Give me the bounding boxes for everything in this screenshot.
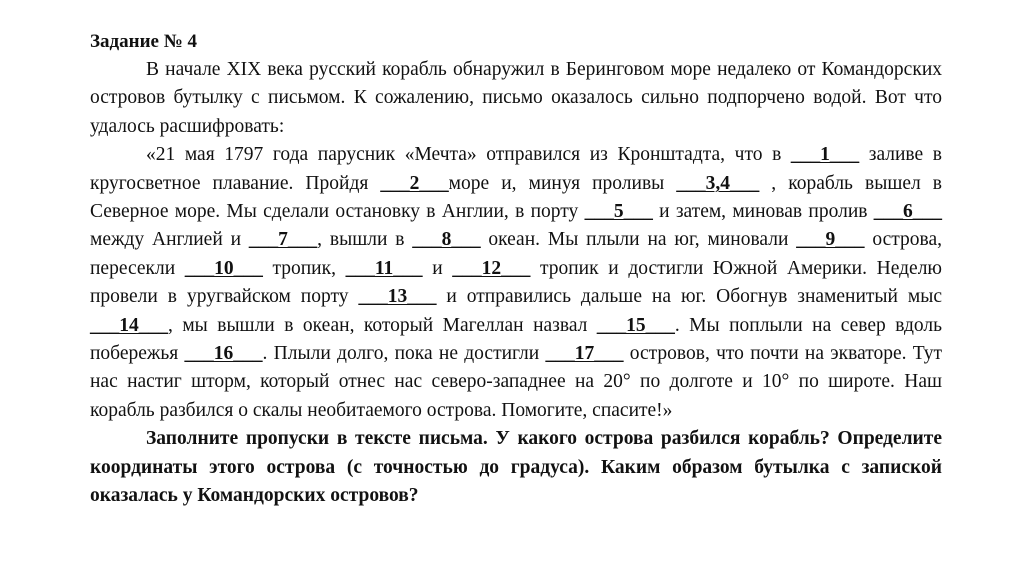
intro-paragraph: В начале XIX века русский корабль обнаружил в Беринговом море недалеко от Командорских островов бутылку с письмом. К сожалению, письмо оказалось сильно подпорчено водой. Вот что удалось расшифровать: (90, 59, 942, 137)
document-page (90, 28, 942, 511)
letter-text: . Мы поплыли на север вдоль побережья (90, 314, 942, 365)
letter-text: море и, минуя проливы (448, 172, 677, 194)
task-title: Задание № 4 (90, 31, 198, 52)
letter-text: . Плыли долго, пока не достигли (262, 343, 546, 365)
letter-text: и затем, миновав пролив (652, 201, 874, 223)
letter-text: между Англией и (90, 229, 249, 251)
letter-text: островов, что почти на экваторе. Тут нас настиг шторм, который отнес нас северо-западнее на 20° по долготе и 10° по широте. Наш корабль разбился о скалы необитаемого острова. Помогите, спасите!» (90, 343, 943, 421)
blank-16: ___16___ (184, 343, 263, 365)
blank-3-4: ___3,4___ (676, 172, 760, 194)
letter-text: , мы вышли в океан, который Магеллан назвал (168, 314, 597, 336)
blank-5: ___5___ (584, 201, 653, 223)
letter-text: , корабль вышел в Северное море. Мы сделали остановку в Англии, в порту (90, 172, 942, 223)
letter-text: острова, пересекли (90, 229, 942, 279)
letter-text: заливе в кругосветное плавание. Пройдя (90, 144, 942, 194)
blank-2: ___2___ (380, 172, 449, 194)
blank-1: ___1___ (790, 144, 860, 166)
letter-text: тропик, (262, 257, 346, 279)
blank-9: ___9___ (796, 229, 865, 251)
blank-12: ___12___ (452, 257, 531, 279)
blank-10: ___10___ (184, 257, 263, 279)
letter-text: , вышли в (317, 229, 413, 251)
blank-14: ___14___ (90, 314, 168, 336)
letter-paragraph (90, 141, 942, 425)
task-question-paragraph: Заполните пропуски в тексте письма. У какого острова разбился корабль? Определите координаты этого острова (с точностью до градуса). Каким образом бутылка с запиской оказалась у Командорских островов? (90, 428, 942, 507)
letter-text: «21 мая 1797 года парусник «Мечта» отправился из Кронштадта, что в (146, 144, 791, 166)
blank-15: ___15___ (596, 314, 675, 336)
blank-7: ___7___ (248, 229, 318, 251)
blank-13: ___13___ (358, 286, 437, 308)
blank-11: ___11___ (345, 257, 423, 279)
letter-text: и (422, 257, 453, 279)
blank-17: ___17___ (545, 343, 624, 365)
letter-text: океан. Мы плыли на юг, миновали (480, 229, 797, 251)
letter-text: тропик и достигли Южной Америки. Неделю провели в уругвайском порту (90, 257, 943, 308)
letter-text: и отправились дальше на юг. Обогнув знаменитый мыс (436, 286, 943, 308)
blank-6: ___6___ (873, 201, 942, 223)
blank-8: ___8___ (412, 229, 481, 251)
